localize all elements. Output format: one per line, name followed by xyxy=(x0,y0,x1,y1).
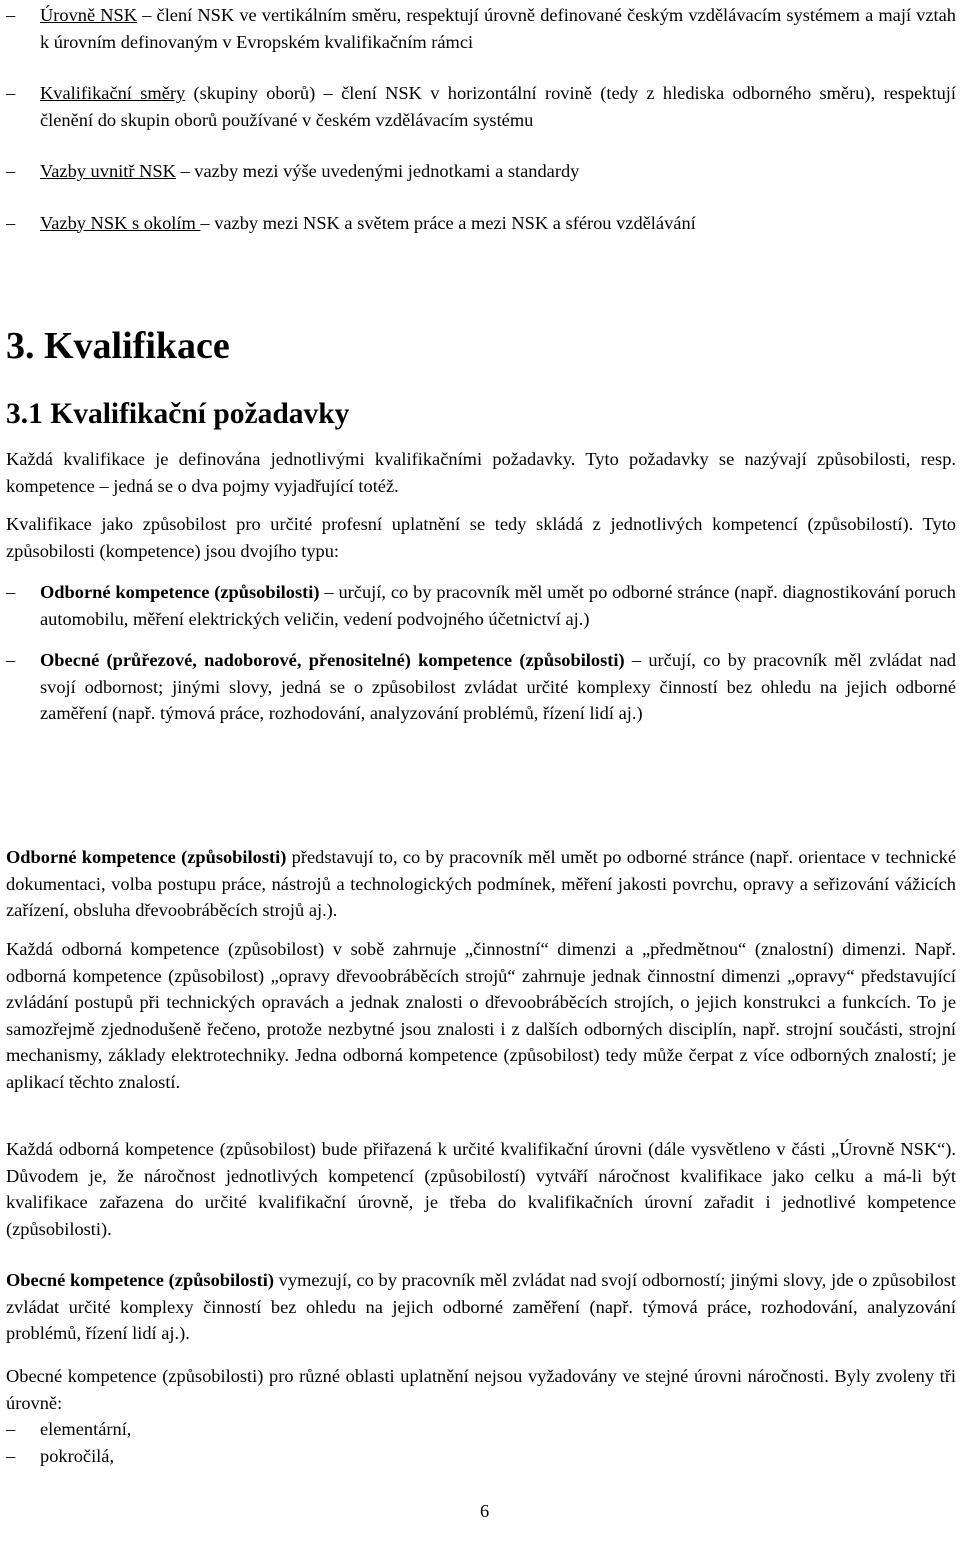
paragraph xyxy=(6,844,956,924)
list-item-text: vazby mezi NSK a světem práce a mezi NSK a sférou vzdělávání xyxy=(214,212,696,233)
list-item xyxy=(6,158,956,185)
paragraph: Každá odborná kompetence (způsobilost) bude přiřazená k určité kvalifikační úrovni (dále vysvětleno v části „Úrovně NSK“). Důvodem je, že náročnost jednotlivých kompetencí (způsobilostí) vytváří náročnost kvalifikace jako celku a má-li být kvalifikace zařazena do určité kvalifikační úrovně, je třeba do kvalifikačních úrovní zařadit i jednotlivé kompetence (způsobilosti). xyxy=(6,1139,956,1239)
list-item-term: Obecné (průřezové, nadoborové, přenositelné) kompetence (způsobilosti) xyxy=(40,650,625,670)
nsk-structure-list xyxy=(6,2,956,236)
paragraph-term: Obecné kompetence (způsobilosti) xyxy=(6,1270,274,1290)
list-item xyxy=(6,2,956,55)
list-item-text: – určují, co by pracovník měl zvládat nad svojí odbornost; jinými slovy, jedná se o způsobilost zvládat určité komplexy činností bez ohledu na jejich odborné zaměření (např. týmová práce, rozhodování, analyzování problémů, řízení lidí aj.) xyxy=(40,650,957,723)
list-item-sep xyxy=(185,83,193,103)
levels-list xyxy=(6,1416,956,1469)
paragraph: Každá odborná kompetence (způsobilost) v sobě zahrnuje „činnostní“ dimenzi a „předmětnou“ (znalostní) dimenzi. Např. odborná kompetence (způsobilost) „opravy dřevoobráběcích strojů“ zahrnuje jednak činnostní dimenzi „opravy“ představující zvládání postupů při technických opravách a jednak znalosti o dřevoobráběcích strojích, o jejich konstrukci a funkcích. To je samozřejmě zjednodušeně řečeno, protože nezbytné jsou znalosti i z dalších odborných disciplín, např. strojní součásti, strojní mechanismy, základy elektrotechniky. Jedna odborná kompetence (způsobilost) tedy může čerpat z více odborných znalostí; je aplikací těchto znalostí. xyxy=(6,939,956,1092)
dash-bullet: – xyxy=(6,83,16,103)
dash-bullet: – xyxy=(6,650,16,670)
dash-bullet: – xyxy=(6,5,16,25)
list-item-text: (skupiny oborů) – člení NSK v horizontální rovině (tedy z hlediska odborného směru), respektují členění do skupin oborů používané v českém vzdělávacím systému xyxy=(40,83,956,130)
page-number: 6 xyxy=(480,1501,490,1521)
paragraph: Kvalifikace jako způsobilost pro určité profesní uplatnění se tedy skládá z jednotlivých kompetencí (způsobilostí). Tyto způsobilosti (kompetence) jsou dvojího typu: xyxy=(6,514,956,561)
list-item xyxy=(6,80,956,133)
list-item-term: Kvalifikační směry xyxy=(40,83,186,103)
list-item-term: Úrovně NSK xyxy=(40,5,138,25)
dash-bullet: – xyxy=(6,1419,16,1439)
list-item-text: člení NSK ve vertikálním směru, respektují úrovně definované českým vzdělávacím systémem a mají vztah k úrovním definovaným v Evropském kvalifikačním rámci xyxy=(40,5,957,52)
list-item-sep: – xyxy=(137,5,157,25)
dash-bullet: – xyxy=(6,582,16,602)
dash-bullet: – xyxy=(6,1445,16,1466)
dash-bullet: – xyxy=(6,161,16,181)
list-item xyxy=(6,647,956,727)
paragraph xyxy=(6,1267,956,1347)
list-item-term: Vazby NSK s okolím xyxy=(40,212,201,233)
list-item-sep: – xyxy=(200,212,215,233)
list-item-text: elementární, xyxy=(40,1419,132,1439)
paragraph: Každá kvalifikace je definována jednotlivými kvalifikačními požadavky. Tyto požadavky se nazývají způsobilosti, resp. kompetence – jedná se o dva pojmy vyjadřující totéž. xyxy=(6,449,956,496)
list-item xyxy=(6,1416,956,1443)
paragraph-text: představují to, co by pracovník měl umět po odborné stránce (např. orientace v technické dokumentaci, volba postupu práce, nástrojů a technologických podmínek, měření jakosti povrchu, opravy a seřizování vážicích zařízení, obsluha dřevoobráběcích strojů aj.). xyxy=(6,847,956,920)
chapter-heading: 3. Kvalifikace xyxy=(6,325,230,367)
section-heading: 3.1 Kvalifikační požadavky xyxy=(6,398,350,430)
list-item xyxy=(6,210,956,237)
competence-types-list xyxy=(6,579,956,727)
list-item-sep: – xyxy=(175,161,195,181)
list-item-term: Vazby uvnitř NSK xyxy=(40,161,176,181)
list-item xyxy=(6,1443,956,1470)
paragraph-term: Odborné kompetence (způsobilosti) xyxy=(6,847,287,867)
paragraph: Obecné kompetence (způsobilosti) pro různé oblasti uplatnění nejsou vyžadovány ve stejné úrovni náročnosti. Byly zvoleny tři úrovně: xyxy=(6,1366,956,1413)
list-item-text: pokročilá, xyxy=(40,1445,115,1466)
dash-bullet: – xyxy=(6,212,16,233)
paragraph-text: vymezují, co by pracovník měl zvládat nad svojí odborností; jinými slovy, jde o způsobilost zvládat určité komplexy činností bez ohledu na jejich odborné zaměření (např. týmová práce, rozhodování, analyzování problémů, řízení lidí aj.). xyxy=(6,1270,957,1343)
list-item xyxy=(6,579,956,632)
list-item-text: – určují, co by pracovník měl umět po odborné stránce (např. diagnostikování poruch automobilu, měření elektrických veličin, vedení podvojného účetnictví aj.) xyxy=(40,582,956,629)
list-item-term: Odborné kompetence (způsobilosti) xyxy=(40,582,320,602)
list-item-text: vazby mezi výše uvedenými jednotkami a standardy xyxy=(194,161,580,181)
